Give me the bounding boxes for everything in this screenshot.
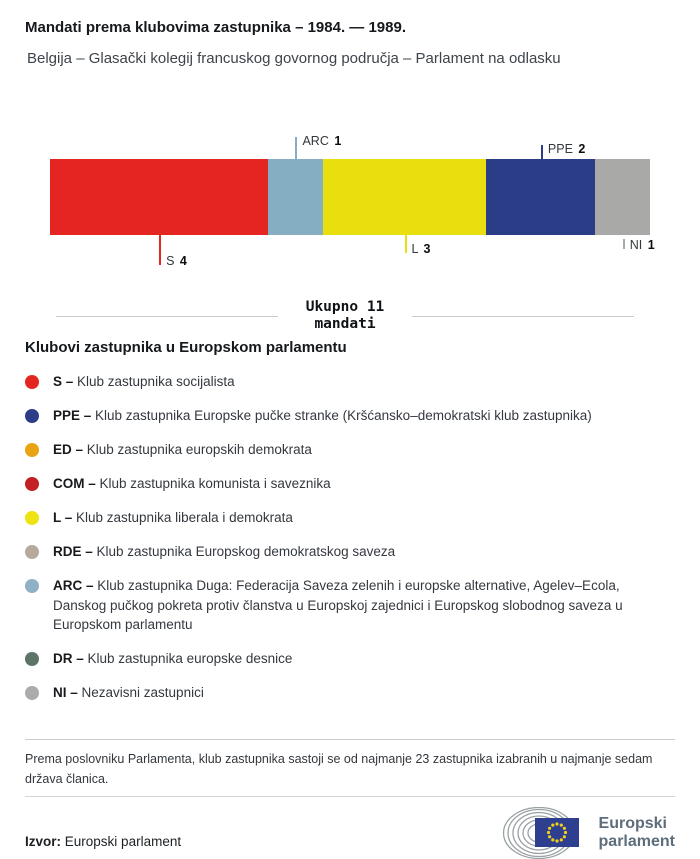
footnote-divider bbox=[25, 739, 675, 740]
legend-item-ppe bbox=[25, 406, 675, 426]
legend-item-label-ni: NI – Nezavisni zastupnici bbox=[53, 685, 204, 700]
stacked-bar bbox=[50, 159, 650, 235]
legend-item-rde bbox=[25, 542, 675, 562]
seats-bar-chart bbox=[50, 134, 655, 268]
total-seats-label bbox=[306, 299, 385, 333]
legend-item-label-rde: RDE – Klub zastupnika Europskog demokratskog saveza bbox=[53, 544, 396, 559]
legend-item-arc bbox=[25, 576, 675, 635]
bar-label-text-ni: NI 1 bbox=[629, 238, 655, 252]
bar-segment-arc bbox=[268, 159, 323, 235]
ep-logo-text bbox=[599, 815, 675, 851]
bar-tick-arc bbox=[295, 137, 297, 159]
page-subtitle: Belgija – Glasački kolegij francuskog govornog područja – Parlament na odlasku bbox=[27, 50, 561, 67]
legend-item-label-s: S – Klub zastupnika socijalista bbox=[53, 374, 235, 389]
bar-tick-s bbox=[159, 235, 161, 265]
legend-item-com bbox=[25, 474, 675, 494]
legend-item-label-ppe: PPE – Klub zastupnika Europske pučke stranke (Kršćansko–demokratski klub zastupnika) bbox=[53, 408, 592, 423]
legend-color-dot-ppe bbox=[25, 409, 39, 423]
legend-item-label-arc: ARC – Klub zastupnika Duga: Federacija Saveza zelenih i europske alternative, Agelev–Ecola, Danskog pučkog pokreta protiv članstva u Europskoj zajednici i Europskog slobodnog saveza u Europskom parlamentu bbox=[53, 578, 623, 632]
legend-heading: Klubovi zastupnika u Europskom parlamentu bbox=[25, 339, 347, 356]
bar-label-ni bbox=[623, 235, 655, 252]
bar-segment-ppe bbox=[486, 159, 595, 235]
bar-tick-ppe bbox=[541, 145, 543, 159]
ep-logo-line1: Europski bbox=[598, 814, 667, 832]
source-divider bbox=[25, 796, 675, 797]
bar-label-text-l: L 3 bbox=[411, 242, 431, 256]
legend-item-l bbox=[25, 508, 675, 528]
bar-tick-ni bbox=[623, 239, 625, 249]
legend-item-label-dr: DR – Klub zastupnika europske desnice bbox=[53, 651, 293, 666]
ep-logo bbox=[499, 807, 675, 859]
legend-color-dot-l bbox=[25, 511, 39, 525]
bar-label-text-s: S 4 bbox=[166, 254, 187, 268]
bar-tick-l bbox=[405, 235, 407, 253]
legend-item-label-l: L – Klub zastupnika liberala i demokrata bbox=[53, 510, 293, 525]
divider-left bbox=[56, 316, 278, 317]
bar-segment-ni bbox=[595, 159, 650, 235]
legend-color-dot-rde bbox=[25, 545, 39, 559]
legend-color-dot-arc bbox=[25, 579, 39, 593]
bar-label-ppe bbox=[541, 142, 586, 159]
legend-item-s bbox=[25, 372, 675, 392]
legend-color-dot-dr bbox=[25, 652, 39, 666]
bar-segment-s bbox=[50, 159, 268, 235]
hemicycle-icon bbox=[499, 807, 591, 859]
bar-label-l bbox=[405, 235, 431, 256]
bar-segment-l bbox=[323, 159, 487, 235]
legend-color-dot-ni bbox=[25, 686, 39, 700]
ep-logo-line2: parlament bbox=[598, 832, 675, 850]
footnote: Prema poslovniku Parlamenta, klub zastupnika sastoji se od najmanje 23 zastupnika izabranih u najmanje sedam država članica. bbox=[25, 751, 653, 786]
legend-color-dot-s bbox=[25, 375, 39, 389]
total-seats-row bbox=[56, 299, 634, 333]
total-seats-line2: mandati bbox=[314, 316, 376, 332]
bar-label-s bbox=[159, 235, 187, 268]
divider-right bbox=[412, 316, 634, 317]
legend-item-label-ed: ED – Klub zastupnika europskih demokrata bbox=[53, 442, 312, 457]
legend-color-dot-com bbox=[25, 477, 39, 491]
bar-label-arc bbox=[295, 134, 342, 159]
legend-item-dr bbox=[25, 649, 675, 669]
legend-item-ni bbox=[25, 683, 675, 703]
legend-item-ed bbox=[25, 440, 675, 460]
source-label: Izvor: bbox=[25, 833, 62, 849]
bar-label-text-ppe: PPE 2 bbox=[547, 142, 586, 156]
footer bbox=[25, 807, 675, 859]
source-line bbox=[25, 834, 181, 849]
page-title: Mandati prema klubovima zastupnika – 1984. — 1989. bbox=[25, 19, 406, 36]
legend-color-dot-ed bbox=[25, 443, 39, 457]
total-seats-line1: Ukupno 11 bbox=[305, 299, 385, 315]
eu-flag-icon bbox=[535, 818, 579, 847]
bar-label-text-arc: ARC 1 bbox=[302, 134, 342, 148]
legend bbox=[25, 372, 675, 703]
source-text: Europski parlament bbox=[64, 833, 182, 849]
legend-item-label-com: COM – Klub zastupnika komunista i saveznika bbox=[53, 476, 331, 491]
